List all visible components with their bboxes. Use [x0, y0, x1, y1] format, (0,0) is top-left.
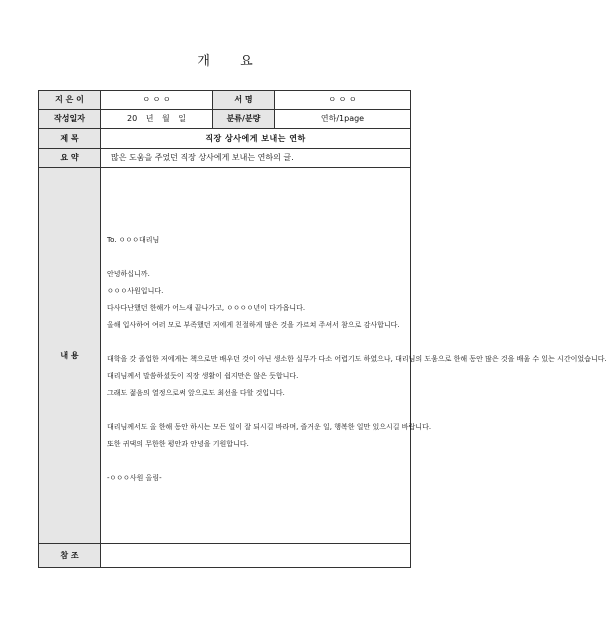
letter-body [107, 232, 607, 487]
letter-line-passion: 그래도 젊음의 열정으로써 앞으로도 최선을 다할 것입니다. [107, 389, 285, 397]
letter-paragraph-learning: 대학을 갓 졸업한 저에게는 책으로만 배우던 것이 아닌 생소한 실무가 다소 어렵기도 하였으나, 대리님의 도움으로 한해 동안 많은 것을 배울 수 있는 시간이었습니다. [107, 355, 607, 363]
author-value: ㅇ ㅇ ㅇ [101, 91, 213, 110]
letter-content [101, 168, 607, 544]
letter-paragraph-thanks: 올해 입사하여 여러 모로 부족했던 저에게 친절하게 많은 것을 가르쳐 주셔서 참으로 감사합니다. [107, 321, 400, 329]
content-row [39, 168, 411, 544]
summary-value: 많은 도움을 주었던 직장 상사에게 보내는 연하의 글. [101, 149, 411, 168]
document-title: 개 요 [197, 54, 253, 69]
reference-label: 참 조 [39, 544, 101, 568]
summary-label: 요 약 [39, 149, 101, 168]
summary-form-table [38, 90, 607, 568]
summary-row [39, 149, 411, 168]
date-label: 작성일자 [39, 110, 101, 129]
letter-paragraph-wishes: 대리님께서도 올 한해 동안 하시는 모든 일이 잘 되시길 바라며, 즐거운 일, 행복한 일만 있으시길 바랍니다. [107, 423, 432, 431]
reference-value [101, 544, 411, 568]
letter-signoff: -ㅇㅇㅇ사원 올림- [107, 474, 162, 482]
letter-line-year: 다사다난했던 한해가 어느새 끝나가고, ㅇㅇㅇㅇ년이 다가옵니다. [107, 304, 306, 312]
category-label: 분류/분량 [213, 110, 275, 129]
signature-value: ㅇ ㅇ ㅇ [275, 91, 411, 110]
letter-line-intro: ㅇㅇㅇ사원입니다. [107, 287, 164, 295]
subject-label: 제 목 [39, 129, 101, 149]
author-label: 지 은 이 [39, 91, 101, 110]
letter-line-advice: 대리님께서 말씀하셨듯이 직장 생활이 쉽지만은 않은 듯합니다. [107, 372, 299, 380]
subject-row [39, 129, 411, 149]
category-value: 연하/1page [275, 110, 411, 129]
letter-recipient: To. ㅇㅇㅇ대리님 [107, 236, 160, 244]
subject-value: 직장 상사에게 보내는 연하 [101, 129, 411, 149]
letter-line-greeting: 안녕하십니까. [107, 270, 150, 278]
reference-row [39, 544, 411, 568]
date-value: 20 년 월 일 [101, 110, 213, 129]
letter-line-blessing: 또한 귀댁의 무한한 평안과 안녕을 기원합니다. [107, 440, 249, 448]
date-row [39, 110, 411, 129]
content-label: 내 용 [39, 168, 101, 544]
author-row [39, 91, 411, 110]
signature-label: 서 명 [213, 91, 275, 110]
